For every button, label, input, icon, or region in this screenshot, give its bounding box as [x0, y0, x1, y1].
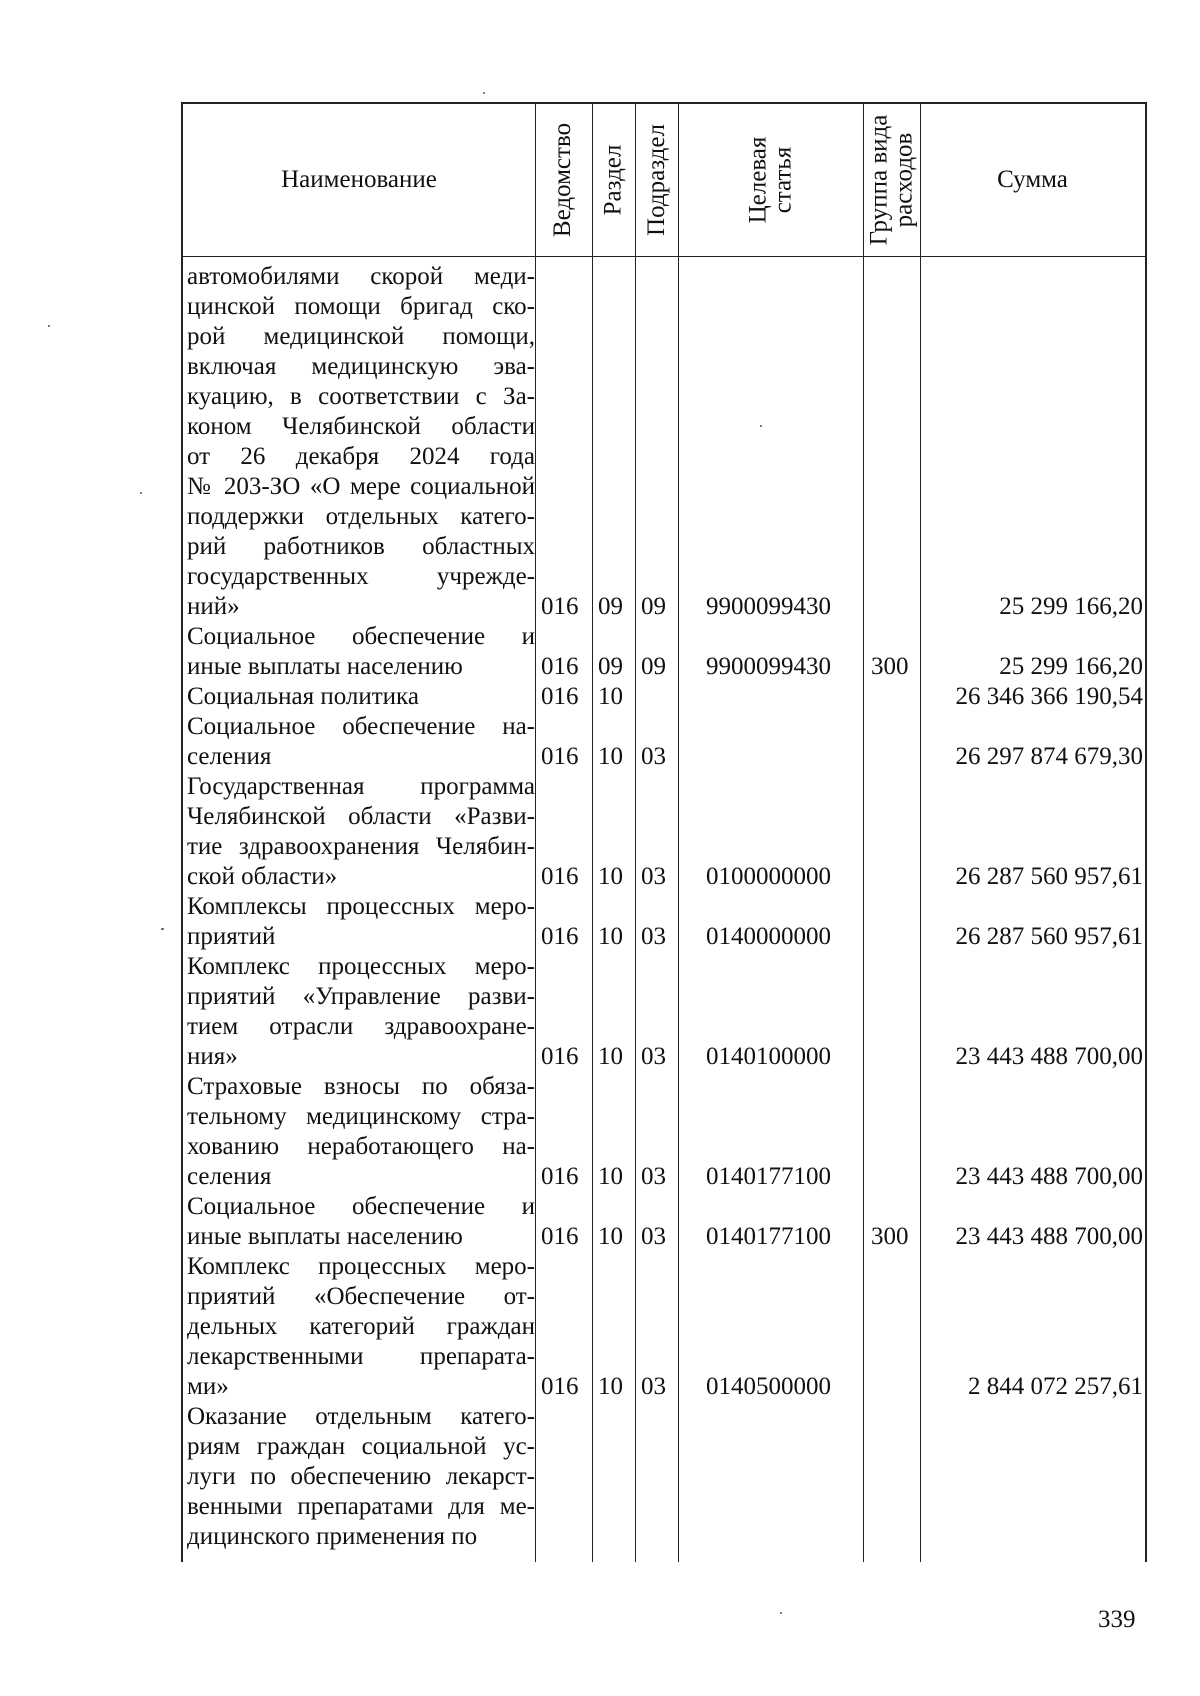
- row-celevaya: 0140500000: [706, 1373, 831, 1400]
- row-podrazdel: 03: [641, 1373, 666, 1400]
- row-razdel: 10: [598, 743, 623, 770]
- row-name-line: куацию, в соответствии с За-: [187, 383, 535, 410]
- row-podrazdel: 03: [641, 1223, 666, 1250]
- header-podrazdel: [635, 104, 678, 256]
- row-name: [187, 712, 535, 772]
- row-razdel: 09: [598, 653, 623, 680]
- header-vedomstvo: [535, 104, 592, 256]
- row-celevaya: 9900099430: [706, 653, 831, 680]
- row-vedomstvo: 016: [541, 593, 579, 620]
- col-divider: [863, 104, 864, 1562]
- scan-speck: [161, 928, 164, 930]
- header-divider: [183, 256, 1145, 257]
- row-name-line: государственных учрежде-: [187, 563, 535, 590]
- header-podrazdel-text: Подраздел: [642, 124, 670, 236]
- row-vedomstvo: 016: [541, 743, 579, 770]
- header-razdel: [592, 104, 635, 256]
- row-name-line: автомобилями скорой меди-: [187, 263, 535, 290]
- row-name-line: селения: [187, 1163, 272, 1190]
- row-podrazdel: 03: [641, 923, 666, 950]
- row-summa: 2 844 072 257,61: [968, 1373, 1143, 1400]
- row-vedomstvo: 016: [541, 683, 579, 710]
- row-podrazdel: 09: [641, 593, 666, 620]
- row-name-line: хованию неработающего на-: [187, 1133, 535, 1160]
- row-name-line: иные выплаты населению: [187, 653, 463, 680]
- row-celevaya: 0140177100: [706, 1223, 831, 1250]
- header-celevaya-line1: Целевая: [744, 136, 772, 224]
- row-name-line: ми»: [187, 1373, 229, 1400]
- row-name-line: ния»: [187, 1043, 238, 1070]
- row-podrazdel: 09: [641, 653, 666, 680]
- row-razdel: 10: [598, 1223, 623, 1250]
- col-divider: [635, 104, 636, 1562]
- header-gruppa-text: [867, 115, 917, 246]
- header-celevaya-line2: статья: [769, 146, 797, 214]
- row-name: [187, 1252, 535, 1402]
- row-name-line: включая медицинскую эва-: [187, 353, 535, 380]
- scan-speck: [140, 492, 142, 494]
- row-name-line: ской области»: [187, 863, 338, 890]
- row-name-line: ний»: [187, 593, 240, 620]
- row-name-line: селения: [187, 743, 272, 770]
- col-divider: [678, 104, 679, 1562]
- row-name-line: дицинского применения по: [187, 1523, 478, 1550]
- row-name-line: № 203-ЗО «О мере социальной: [187, 473, 535, 500]
- row-name: [187, 1402, 535, 1552]
- row-name-line: приятий: [187, 923, 276, 950]
- row-summa: 25 299 166,20: [999, 653, 1143, 680]
- row-razdel: 10: [598, 1043, 623, 1070]
- row-name-line: Челябинской области «Разви-: [187, 803, 535, 830]
- row-vedomstvo: 016: [541, 653, 579, 680]
- header-gruppa: [863, 104, 920, 256]
- row-celevaya: 0140100000: [706, 1043, 831, 1070]
- scan-speck: [760, 425, 762, 427]
- row-name-line: луги по обеспечению лекарст-: [187, 1463, 535, 1490]
- row-razdel: 10: [598, 923, 623, 950]
- row-name-line: рий работников областных: [187, 533, 535, 560]
- row-name-line: Социальное обеспечение на-: [187, 713, 535, 740]
- row-name-line: дельных категорий граждан: [187, 1313, 535, 1340]
- row-name-line: лекарственными препарата-: [187, 1343, 535, 1370]
- row-name-line: приятий «Управление разви-: [187, 983, 535, 1010]
- header-celevaya-text: [745, 137, 795, 224]
- scan-speck: [48, 325, 50, 327]
- row-summa: 23 443 488 700,00: [955, 1223, 1143, 1250]
- row-celevaya: 0140177100: [706, 1163, 831, 1190]
- row-summa: 23 443 488 700,00: [955, 1043, 1143, 1070]
- row-summa: 26 287 560 957,61: [955, 923, 1143, 950]
- row-name-line: тием отрасли здравоохране-: [187, 1013, 535, 1040]
- row-name: [187, 772, 535, 892]
- row-name-line: Комплекс процессных меро-: [187, 1253, 535, 1280]
- row-name: [187, 1072, 535, 1192]
- row-name-line: Социальная политика: [187, 683, 419, 710]
- row-summa: 26 297 874 679,30: [955, 743, 1143, 770]
- row-summa: 26 346 366 190,54: [955, 683, 1143, 710]
- header-name: [183, 104, 535, 256]
- row-name-line: тие здравоохранения Челябин-: [187, 833, 535, 860]
- header-razdel-text: Раздел: [599, 144, 627, 216]
- header-vedomstvo-text: Ведомство: [549, 122, 577, 238]
- scan-speck: [483, 92, 485, 94]
- row-name-line: венными препаратами для ме-: [187, 1493, 535, 1520]
- row-podrazdel: 03: [641, 743, 666, 770]
- row-name-line: Страховые взносы по обяза-: [187, 1073, 535, 1100]
- row-name: [187, 1192, 535, 1252]
- row-gruppa: 300: [871, 1223, 909, 1250]
- row-name-line: риям граждан социальной ус-: [187, 1433, 535, 1460]
- row-celevaya: 0100000000: [706, 863, 831, 890]
- row-name-line: рой медицинской помощи,: [187, 323, 535, 350]
- header-summa-text: Сумма: [997, 166, 1068, 193]
- page-number: 339: [1098, 1606, 1136, 1633]
- row-name-line: Оказание отдельным катего-: [187, 1403, 535, 1430]
- row-name-line: Комплекс процессных меро-: [187, 953, 535, 980]
- row-vedomstvo: 016: [541, 863, 579, 890]
- header-celevaya: [678, 104, 863, 256]
- row-podrazdel: 03: [641, 1163, 666, 1190]
- col-divider: [535, 104, 536, 1562]
- row-name: [187, 952, 535, 1072]
- row-name-line: поддержки отдельных катего-: [187, 503, 535, 530]
- row-celevaya: 0140000000: [706, 923, 831, 950]
- budget-table: [181, 102, 1147, 1562]
- row-razdel: 10: [598, 1373, 623, 1400]
- row-gruppa: 300: [871, 653, 909, 680]
- header-summa: [920, 104, 1145, 256]
- header-gruppa-line2: расходов: [890, 132, 918, 228]
- col-divider: [920, 104, 921, 1562]
- row-vedomstvo: 016: [541, 1043, 579, 1070]
- row-name-line: приятий «Обеспечение от-: [187, 1283, 535, 1310]
- row-name-line: Комплексы процессных меро-: [187, 893, 535, 920]
- row-summa: 26 287 560 957,61: [955, 863, 1143, 890]
- row-name-line: иные выплаты населению: [187, 1223, 463, 1250]
- row-name-line: Социальное обеспечение и: [187, 1193, 535, 1220]
- row-name-line: от 26 декабря 2024 года: [187, 443, 535, 470]
- row-vedomstvo: 016: [541, 1163, 579, 1190]
- col-divider: [592, 104, 593, 1562]
- header-name-text: Наименование: [281, 166, 437, 193]
- row-summa: 25 299 166,20: [999, 593, 1143, 620]
- row-name: [187, 682, 535, 712]
- row-name: [187, 262, 535, 622]
- row-name-line: Государственная программа: [187, 773, 535, 800]
- row-podrazdel: 03: [641, 863, 666, 890]
- row-razdel: 10: [598, 1163, 623, 1190]
- row-razdel: 10: [598, 863, 623, 890]
- row-name: [187, 622, 535, 682]
- row-summa: 23 443 488 700,00: [955, 1163, 1143, 1190]
- row-celevaya: 9900099430: [706, 593, 831, 620]
- row-name-line: Социальное обеспечение и: [187, 623, 535, 650]
- row-vedomstvo: 016: [541, 1223, 579, 1250]
- row-vedomstvo: 016: [541, 923, 579, 950]
- row-name-line: тельному медицинскому стра-: [187, 1103, 535, 1130]
- row-razdel: 09: [598, 593, 623, 620]
- row-name: [187, 892, 535, 952]
- row-name-line: цинской помощи бригад ско-: [187, 293, 535, 320]
- scan-speck: [780, 1612, 782, 1614]
- row-razdel: 10: [598, 683, 623, 710]
- row-podrazdel: 03: [641, 1043, 666, 1070]
- header-gruppa-line1: Группа вида: [865, 114, 893, 246]
- row-vedomstvo: 016: [541, 1373, 579, 1400]
- row-name-line: коном Челябинской области: [187, 413, 535, 440]
